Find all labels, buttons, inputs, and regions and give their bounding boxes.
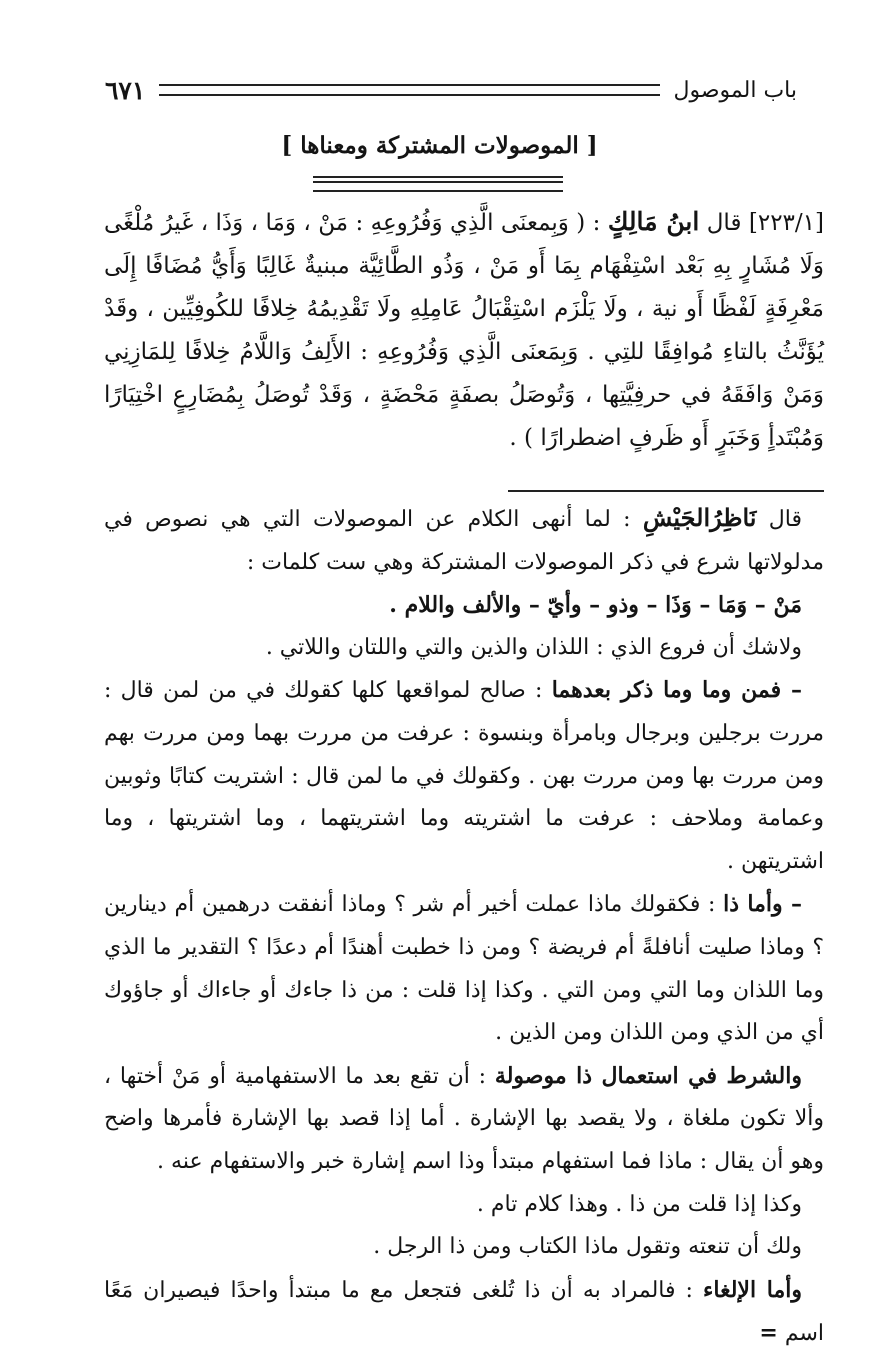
matn-paragraph: [104, 200, 824, 460]
sharh-text: [104, 497, 824, 1356]
separator-rule: [508, 490, 824, 492]
sharh-author: نَاظِرُالجَيْشِ: [642, 503, 757, 532]
sharh-paragraph-4-text: : فكقولك ماذا عملت أخير أم شر ؟ وماذا أنفقت درهمين أم دينارين ؟ وماذا صليت أنافلةً أم فريضة ؟ ومن ذا خطبت أهندًا أم دعدًا ؟ التقدير ما الذي وما اللذان وما التي ومن التي . وكذا إذا قلت : من ذا جاءك أو جاءاك أو جاؤوك أي من الذي ومن اللذان ومن الذين .: [104, 892, 824, 1046]
matn-said: قال: [706, 210, 742, 236]
sharh-paragraph-5: [104, 1055, 824, 1184]
paragraph-lead: وأما الإلغاء: [703, 1276, 803, 1303]
sharh-paragraph-8: [104, 1269, 824, 1356]
sharh-paragraph-2: ولاشك أن فروع الذي : اللذان والذين والتي واللتان واللاتي .: [265, 634, 802, 660]
sharh-paragraph-8-text: : فالمراد به أن ذا تُلغى فتجعل مع ما مبتدأ واحدًا فيصيران مَعًا اسم: [104, 1277, 824, 1347]
section-heading: [ الموصولات المشتركة ومعناها ]: [281, 132, 598, 159]
matn-author: ابنُ مَالِكٍ: [607, 207, 700, 236]
paragraph-lead: – فمن وما وما ذكر بعدهما: [551, 677, 802, 704]
continuation-mark: =: [759, 1320, 778, 1347]
sharh-said: قال: [768, 507, 802, 532]
sharh-paragraph-1: [104, 497, 824, 584]
paragraph-lead: – وأما ذا: [723, 891, 803, 918]
matn-body: : ( وَبِمعنَى الَّذِي وَفُرُوعِهِ : مَنْ ، وَمَا ، وَذَا ، غَيرُ مُلْغًى وَلَا مُشَارٍ بِهِ بَعْد اسْتِفْهَام بِمَا أَو مَنْ ، وَذُو الطَّائِيَّة مبنيةٌ غَالِبًا وَأَيُّ مُضَافًا إِلَى مَعْرِفَةٍ لَفْظًا أَو نية ، ولَا يَلْزَم اسْتِقْبَالُ عَامِلِهِ ولَا تَقْدِيمُهُ خِلافًا للكُوفِيِّين ، وقَدْ يُؤَنَّثُ بالتاءِ مُوافِقًا للتِي . وَبِمَعنَى الَّذِي وَفُرُوعِهِ : الأَلِفُ وَاللَّامُ خِلافًا لِلمَازِنِي وَمَنْ وَافَقَهُ في حرفِيَّتِها ، وَتُوصَلُ بصفَةٍ مَحْضَةٍ ، وَقَدْ تُوصَلُ بِمُضَارِعٍ اخْتِيَارًا وَمُبْتَدأٍ وَخَبَرٍ أَو ظَرفٍ اضطرارًا ) .: [104, 210, 824, 451]
sharh-paragraph-5-text: : أن تقع بعد ما الاستفهامية أو مَنْ أختها ، وألا تكون ملغاة ، ولا يقصد بها الإشارة . أما إذا قصد بها الإشارة فأمرها واضح وهو أن يقال : ماذا فما استفهام مبتدأ وذا اسم إشارة خبر والاستفهام عنه .: [104, 1063, 824, 1174]
sharh-paragraph-4: [104, 883, 824, 1054]
running-header: [105, 72, 797, 108]
sharh-paragraph-7: ولك أن تنعته وتقول ماذا الكتاب ومن ذا الرجل .: [373, 1234, 802, 1260]
sharh-paragraph-6: وكذا إذا قلت من ذا . وهذا كلام تام .: [476, 1191, 802, 1217]
sharh-paragraph-3-text: : صالح لمواقعها كلها كقولك في من لمن قال : مررت برجلين وبرجال وبامرأة وبنسوة : عرفت من مررت بهما ومن مررت بهم ومن مررت بها ومن مررت بهن . وكقولك في ما لمن قال : اشتريت كتابًا وثوبين وعمامة وملاحف : عرفت ما اشتريته وما اشتريتهما ، وما اشتريتها ، وما اشتريتهن .: [104, 678, 824, 874]
sharh-paragraph-3: [104, 669, 824, 883]
page-number: ٦٧١: [105, 75, 146, 105]
paragraph-lead: والشرط في استعمال ذا موصولة: [494, 1062, 802, 1089]
chapter-title: باب الموصول: [673, 77, 797, 103]
sharh-paragraph-1-text: : لما أنهى الكلام عن الموصولات التي هي نصوص في مدلولاتها شرع في ذكر الموصولات المشتركة وهي ست كلمات :: [104, 507, 824, 575]
relative-words-list: مَنْ – وَمَا – وَذَا – وذو – وأيّ – والألف واللام .: [389, 592, 802, 619]
matn-ref: [٢٢٣/١]: [748, 210, 824, 236]
heading-rules: [313, 176, 563, 192]
matn-text: [104, 200, 824, 460]
header-rule: [159, 84, 659, 96]
